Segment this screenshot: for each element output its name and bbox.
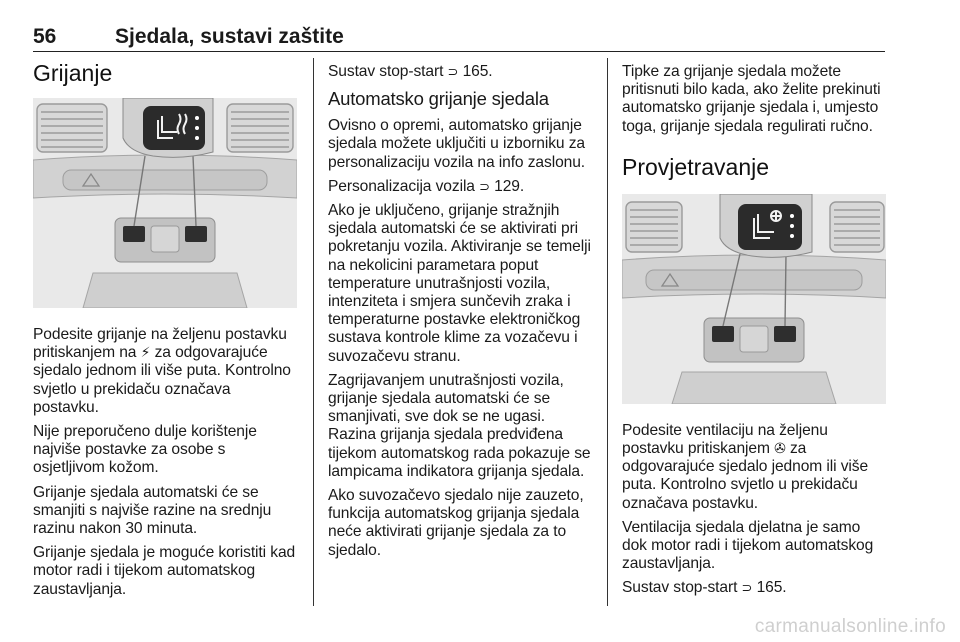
- ventilation-illustration: [622, 194, 886, 404]
- page-ref-arrow-icon: ⊃: [447, 64, 459, 79]
- cross-reference[interactable]: Sustav stop-start ⊃ 165.: [622, 579, 787, 597]
- paragraph: Ako je uključeno, grijanje stražnjih sjedala automatski će se aktivirati pri pokretanju vozila. Aktiviranje se temelji na nekolicini parametara poput temperature unutrašnjosti vozila, intenziteta i smjera sunčevih zraka i temperaturne postavke elektroničkog sustava kontrole klime za vozačevu i suvozačevu stranu.: [328, 202, 591, 365]
- paragraph: Ako suvozačevo sjedalo nije zauzeto, funkcija automatskog grijanja sjedala neće aktivirati grijanje sjedala za to sjedalo.: [328, 487, 584, 559]
- paragraph: Grijanje sjedala automatski će se smanjiti s najviše razine na srednju razinu nakon 30 minuta.: [33, 483, 272, 538]
- section-heading-heating: Grijanje: [33, 60, 113, 86]
- paragraph: Ventilacija sjedala djelatna je samo dok motor radi i tijekom automatskog zaustavljanja.: [622, 518, 874, 573]
- page-header: [33, 22, 885, 52]
- page-title: Sjedala, sustavi zaštite: [115, 25, 344, 48]
- page-number: 56: [33, 25, 57, 48]
- subsection-heading-auto-heating: Automatsko grijanje sjedala: [328, 88, 549, 110]
- air-vent-left-icon: [37, 104, 107, 152]
- paragraph: Podesite grijanje na željenu postavku pritiskanjem na ⚡ za odgovarajuće sjedalo jednom ili više puta. Kontrolno svjetlo u prekidaču označava postavku.: [33, 326, 291, 416]
- page-ref-arrow-icon: ⊃: [741, 580, 753, 596]
- section-heading-ventilation: Provjetravanje: [622, 153, 770, 180]
- paragraph: Podesite ventilaciju na željenu postavku pritiskanjem ✇ za odgovarajuće sjedalo jednom ili više puta. Kontrolno svjetlo u prekidaču označava postavku.: [622, 421, 869, 512]
- seat-heat-symbol-icon: ⚡: [140, 345, 151, 362]
- heating-illustration: [33, 98, 297, 308]
- paragraph: Nije preporučeno dulje korištenje najviše postavke za osobe s osjetljivom kožom.: [33, 423, 257, 477]
- cross-reference[interactable]: Sustav stop-start ⊃ 165.: [328, 63, 493, 80]
- paragraph: Tipke za grijanje sjedala možete pritisnuti bilo kada, ako želite prekinuti automatsko grijanje sjedala i, umjesto toga, grijanje sjedala regulirati ručno.: [622, 63, 881, 135]
- column-auto-heating: [328, 58, 594, 566]
- watermark: carmanualsonline.info: [754, 616, 946, 637]
- page-ref-arrow-icon: ⊃: [479, 178, 490, 194]
- seat-vent-symbol-icon: ✇: [774, 441, 786, 458]
- air-vent-left-icon: [626, 202, 682, 252]
- column-ventilation: [622, 58, 888, 604]
- air-vent-right-icon: [227, 104, 293, 152]
- column-divider: [313, 58, 314, 606]
- cross-reference[interactable]: Personalizacija vozila ⊃ 129.: [328, 177, 525, 195]
- column-divider: [607, 58, 608, 606]
- paragraph: Zagrijavanjem unutrašnjosti vozila, grijanje sjedala automatski će se smanjivati, sve dok se ne ugasi. Razina grijanja sjedala predviđena tijekom automatskog rada pokazuje se lampicama indikatora grijanja sjedala.: [328, 371, 591, 480]
- paragraph: Ovisno o opremi, automatsko grijanje sjedala možete uključiti u izborniku za personalizaciju vozila na info zaslonu.: [328, 117, 586, 171]
- paragraph: Grijanje sjedala je moguće koristiti kad motor radi i tijekom automatskog zaustavljanja.: [33, 544, 296, 598]
- air-vent-right-icon: [830, 202, 884, 252]
- column-heating: [33, 58, 299, 605]
